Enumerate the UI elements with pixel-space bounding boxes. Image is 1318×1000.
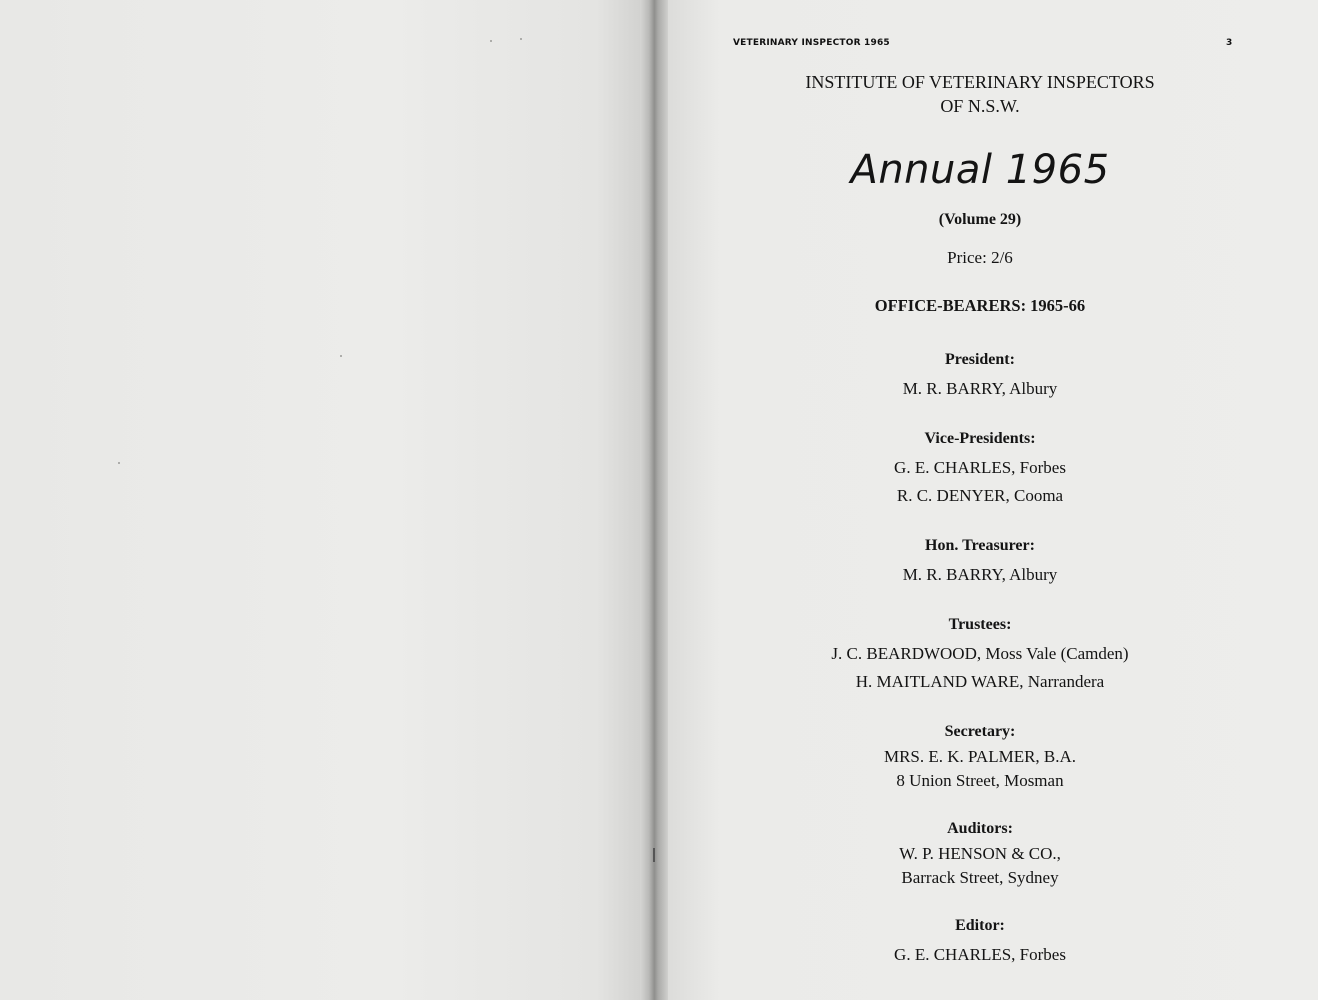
auditor-address: Barrack Street, Sydney [901, 868, 1059, 887]
role-heading-editor: Editor: [955, 917, 1005, 934]
vice-president-name: G. E. CHARLES, Forbes [894, 458, 1066, 477]
trustee-name: J. C. BEARDWOOD, Moss Vale (Camden) [831, 644, 1129, 663]
role-heading-treasurer: Hon. Treasurer: [925, 537, 1035, 554]
vice-presidents-section [780, 429, 1180, 510]
running-head: VETERINARY INSPECTOR 1965 [733, 38, 890, 48]
left-blank-page [0, 0, 648, 1000]
book-gutter [640, 0, 670, 1000]
volume-number: (Volume 29) [938, 211, 1022, 228]
role-heading-trustees: Trustees: [948, 616, 1012, 633]
paper-speck [340, 355, 342, 357]
president-name: M. R. BARRY, Albury [902, 379, 1058, 398]
institute-name-line2: OF N.S.W. [940, 96, 1020, 116]
institute-name-line1: INSTITUTE OF VETERINARY INSPECTORS [805, 72, 1155, 92]
paper-speck [118, 462, 120, 464]
annual-title: Annual 1965 [850, 147, 1110, 193]
president-section [780, 350, 1180, 403]
paper-speck [520, 38, 522, 40]
role-heading-secretary: Secretary: [944, 723, 1016, 740]
role-heading-vice-presidents: Vice-Presidents: [924, 430, 1036, 447]
editor-name: G. E. CHARLES, Forbes [894, 945, 1066, 964]
office-bearers-heading: OFFICE-BEARERS: 1965-66 [874, 296, 1086, 315]
trustee-name: H. MAITLAND WARE, Narrandera [855, 672, 1105, 691]
title-page-content [780, 70, 1180, 969]
page-number: 3 [1226, 38, 1233, 48]
spine-mark [653, 848, 655, 862]
paper-speck [490, 40, 492, 42]
editor-section [780, 916, 1180, 969]
trustees-section [780, 615, 1180, 696]
secretary-section [780, 722, 1180, 793]
price: Price: 2/6 [947, 248, 1013, 267]
vice-president-name: R. C. DENYER, Cooma [896, 486, 1064, 505]
treasurer-name: M. R. BARRY, Albury [902, 565, 1058, 584]
secretary-address: 8 Union Street, Mosman [896, 771, 1064, 790]
role-heading-auditors: Auditors: [947, 820, 1013, 837]
treasurer-section [780, 536, 1180, 589]
auditors-section [780, 819, 1180, 890]
auditor-name: W. P. HENSON & CO., [899, 844, 1061, 863]
secretary-name: MRS. E. K. PALMER, B.A. [883, 747, 1077, 766]
role-heading-president: President: [945, 351, 1015, 368]
